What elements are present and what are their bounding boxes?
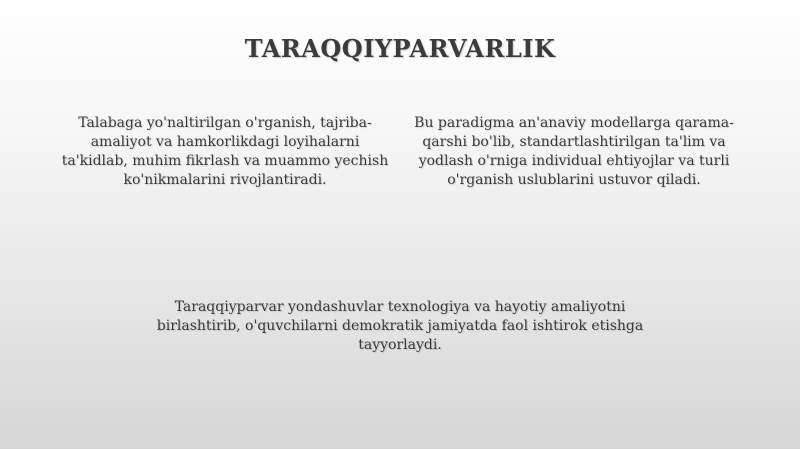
right-paragraph: Bu paradigma an'anaviy modellarga qarama-qarshi bo'lib, standartlashtirilgan ta'lim va yodlash o'rniga individual ehtiyojlar va turli o'rganish uslublarini ustuvor qiladi. <box>414 115 734 188</box>
left-paragraph: Talabaga yo'naltirilgan o'rganish, tajriba-amaliyot va hamkorlikdagi loyihalarni ta'kidlab, muhim fikrlash va muammo yechish ko'nikmalarini rivojlantiradi. <box>61 115 389 188</box>
slide-title: TARAQQIYPARVARLIK <box>244 34 556 63</box>
bottom-paragraph: Taraqqiyparvar yondashuvlar texnologiya va hayotiy amaliyotni birlashtirib, o'quvchilarni demokratik jamiyatda faol ishtirok etishga tayyorlaydi. <box>156 299 644 353</box>
